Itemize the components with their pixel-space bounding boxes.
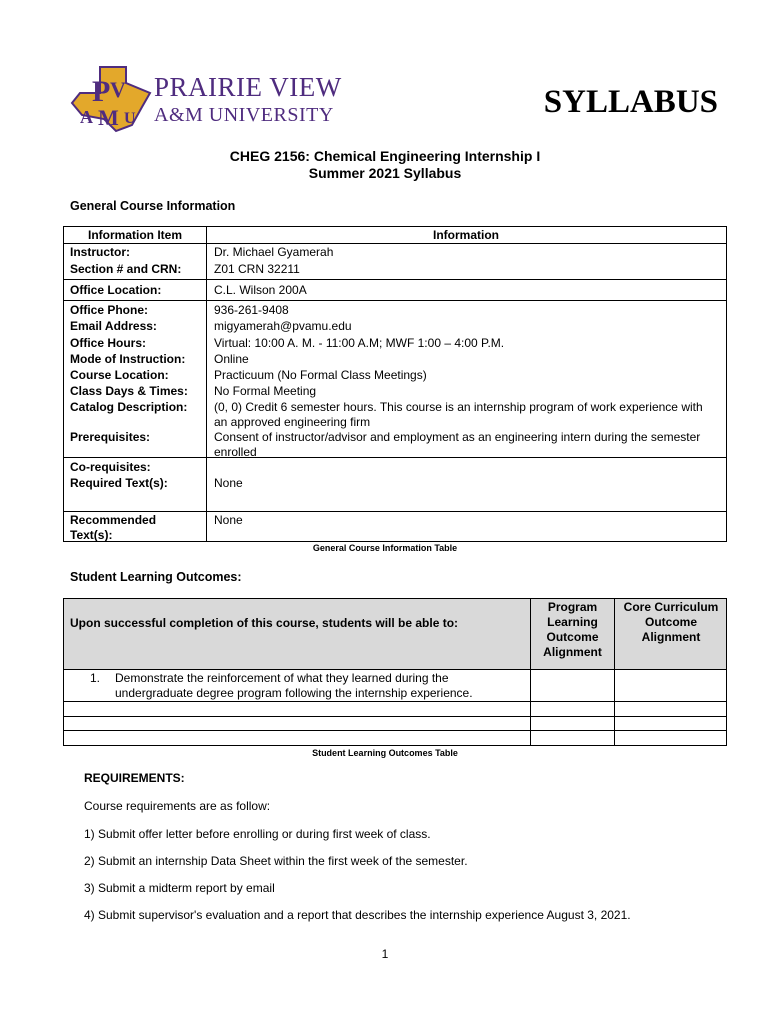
general-info-heading: General Course Information [70, 199, 236, 213]
course-title [0, 148, 770, 182]
brand-name-line1: PRAIRIE VIEW [154, 72, 342, 102]
row-value-prerequisites: Consent of instructor/advisor and employment as an engineering intern during the semester enrolled [214, 430, 701, 459]
brand-name-line2: A&M UNIVERSITY [154, 104, 334, 126]
svg-text:P: P [92, 75, 111, 108]
table-row-divider [64, 716, 726, 717]
row-value-instructor: Dr. Michael Gyamerah [214, 245, 334, 259]
table-row-divider [64, 243, 726, 244]
row-value-required-texts: None [214, 476, 243, 490]
svg-text:V: V [110, 77, 126, 102]
row-label-prerequisites: Prerequisites: [70, 430, 151, 444]
row-label-mode: Mode of Instruction: [70, 352, 186, 366]
row-label-required-texts: Required Text(s): [70, 476, 168, 490]
requirements-heading: REQUIREMENTS: [84, 771, 185, 785]
outcome-text: Demonstrate the reinforcement of what they learned during the undergraduate degree program following the internship experience. [115, 671, 473, 700]
row-value-class-days: No Formal Meeting [214, 384, 317, 398]
row-label-corequisites: Co-requisites: [70, 460, 151, 474]
row-label-class-days: Class Days & Times: [70, 384, 188, 398]
row-label-recommended-texts: Recommended Text(s): [70, 513, 157, 542]
requirement-item: 1) Submit offer letter before enrolling or during first week of class. [84, 827, 431, 841]
row-label-email: Email Address: [70, 319, 157, 333]
table-row-divider [64, 669, 726, 670]
outcomes-header-program: Program Learning Outcome Alignment [543, 600, 602, 659]
row-label-catalog: Catalog Description: [70, 400, 188, 414]
row-value-office-hours: Virtual: 10:00 A. M. - 11:00 A.M; MWF 1:00 – 4:00 P.M. [214, 336, 505, 350]
row-value-email: migyamerah@pvamu.edu [214, 319, 352, 333]
course-title-line1: CHEG 2156: Chemical Engineering Internship I [229, 148, 541, 164]
requirements-intro: Course requirements are as follow: [84, 799, 271, 813]
column-header-item: Information Item [88, 228, 183, 242]
svg-text:U: U [124, 110, 136, 127]
row-label-office-hours: Office Hours: [70, 336, 147, 350]
table-row-divider [64, 511, 726, 512]
row-label-instructor: Instructor: [70, 245, 130, 259]
row-label-office-location: Office Location: [70, 283, 162, 297]
outcomes-header-core: Core Curriculum Outcome Alignment [623, 600, 719, 644]
pvamu-emblem-icon [70, 63, 156, 135]
outcomes-caption: Student Learning Outcomes Table [312, 748, 458, 758]
row-value-office-location: C.L. Wilson 200A [214, 283, 307, 297]
requirement-item: 2) Submit an internship Data Sheet within the first week of the semester. [84, 854, 468, 868]
row-label-office-phone: Office Phone: [70, 303, 149, 317]
course-title-line2: Summer 2021 Syllabus [308, 165, 462, 181]
outcome-number: 1. [90, 671, 101, 685]
requirement-item: 4) Submit supervisor's evaluation and a report that describes the internship experience August 3, 2021. [84, 908, 631, 922]
svg-text:A: A [80, 107, 93, 127]
table-row-divider [64, 730, 726, 731]
outcomes-heading: Student Learning Outcomes: [70, 570, 242, 584]
general-info-caption: General Course Information Table [312, 543, 458, 553]
table-row-divider [64, 300, 726, 301]
outcomes-header-main: Upon successful completion of this course, students will be able to: [70, 616, 459, 630]
row-value-course-location: Practicuum (No Formal Class Meetings) [214, 368, 427, 382]
row-value-office-phone: 936-261-9408 [214, 303, 289, 317]
table-row-divider [64, 279, 726, 280]
row-value-mode: Online [214, 352, 249, 366]
general-info-table [63, 226, 727, 542]
row-label-course-location: Course Location: [70, 368, 169, 382]
column-header-information: Information [433, 228, 499, 242]
row-value-recommended-texts: None [214, 513, 243, 527]
outcomes-table [63, 598, 727, 746]
row-value-catalog: (0, 0) Credit 6 semester hours. This course is an internship program of work experience with an approved engineering firm [214, 400, 703, 429]
page-number: 1 [381, 947, 389, 961]
requirement-item: 3) Submit a midterm report by email [84, 881, 275, 895]
document-title: SYLLABUS [543, 84, 718, 120]
svg-text:M: M [98, 105, 119, 130]
row-label-section: Section # and CRN: [70, 262, 182, 276]
table-row-divider [64, 701, 726, 702]
row-value-section: Z01 CRN 32211 [214, 262, 300, 276]
table-column-divider [206, 227, 207, 541]
